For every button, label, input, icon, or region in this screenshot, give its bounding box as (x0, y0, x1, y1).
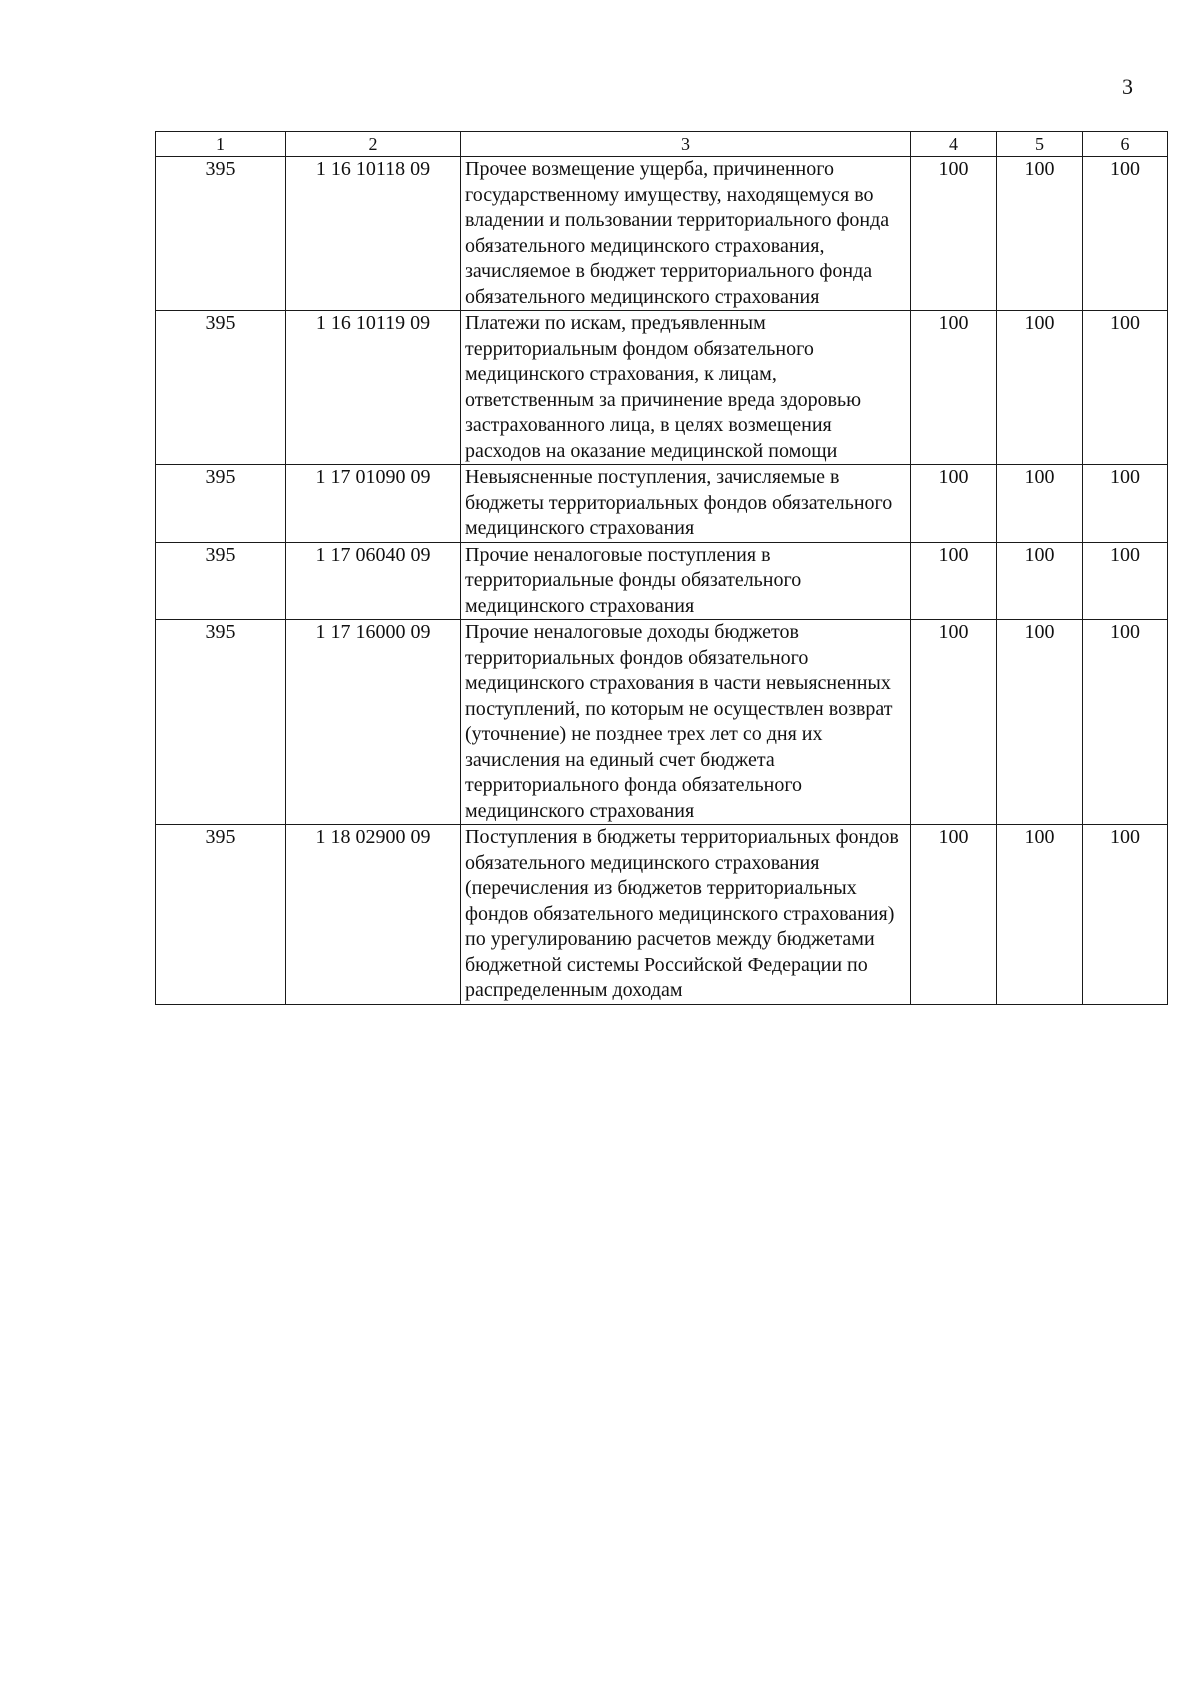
value-cell-4: 100 (911, 157, 997, 311)
value-cell-6: 100 (1083, 465, 1168, 543)
value-cell-6: 100 (1083, 825, 1168, 1005)
admin-code-cell: 395 (156, 542, 286, 620)
income-code-cell: 1 17 16000 09 (286, 620, 461, 825)
income-code-cell: 1 18 02900 09 (286, 825, 461, 1005)
income-code-cell: 1 17 01090 09 (286, 465, 461, 543)
column-header-2: 2 (286, 132, 461, 157)
budget-table (155, 131, 1168, 1005)
table-row (156, 465, 1168, 543)
table-row (156, 542, 1168, 620)
admin-code-cell: 395 (156, 465, 286, 543)
table-row (156, 620, 1168, 825)
income-code-cell: 1 16 10119 09 (286, 311, 461, 465)
column-header-1: 1 (156, 132, 286, 157)
table-header-row (156, 132, 1168, 157)
value-cell-4: 100 (911, 620, 997, 825)
admin-code-cell: 395 (156, 620, 286, 825)
table-row (156, 311, 1168, 465)
admin-code-cell: 395 (156, 825, 286, 1005)
description-cell: Прочие неналоговые поступления в территориальные фонды обязательного медицинского страхования (461, 542, 911, 620)
description-cell: Поступления в бюджеты территориальных фондов обязательного медицинского страхования (перечисления из бюджетов территориальных фондов обязательного медицинского страхования) по урегулированию расчетов между бюджетами бюджетной системы Российской Федерации по распределенным доходам (461, 825, 911, 1005)
value-cell-5: 100 (997, 157, 1083, 311)
income-code-cell: 1 16 10118 09 (286, 157, 461, 311)
value-cell-5: 100 (997, 465, 1083, 543)
value-cell-4: 100 (911, 825, 997, 1005)
column-header-6: 6 (1083, 132, 1168, 157)
page-number: 3 (1122, 74, 1133, 99)
description-cell: Прочее возмещение ущерба, причиненного государственному имуществу, находящемуся во владении и пользовании территориального фонда обязательного медицинского страхования, зачисляемое в бюджет территориального фонда обязательного медицинского страхования (461, 157, 911, 311)
value-cell-6: 100 (1083, 542, 1168, 620)
income-code-cell: 1 17 06040 09 (286, 542, 461, 620)
admin-code-cell: 395 (156, 311, 286, 465)
column-header-3: 3 (461, 132, 911, 157)
description-cell: Невыясненные поступления, зачисляемые в бюджеты территориальных фондов обязательного медицинского страхования (461, 465, 911, 543)
value-cell-5: 100 (997, 620, 1083, 825)
admin-code-cell: 395 (156, 157, 286, 311)
table-row (156, 825, 1168, 1005)
column-header-5: 5 (997, 132, 1083, 157)
column-header-4: 4 (911, 132, 997, 157)
value-cell-6: 100 (1083, 620, 1168, 825)
description-cell: Прочие неналоговые доходы бюджетов территориальных фондов обязательного медицинского страхования в части невыясненных поступлений, по которым не осуществлен возврат (уточнение) не позднее трех лет со дня их зачисления на единый счет бюджета территориального фонда обязательного медицинского страхования (461, 620, 911, 825)
value-cell-5: 100 (997, 825, 1083, 1005)
value-cell-4: 100 (911, 465, 997, 543)
value-cell-5: 100 (997, 311, 1083, 465)
description-cell: Платежи по искам, предъявленным территориальным фондом обязательного медицинского страхования, к лицам, ответственным за причинение вреда здоровью застрахованного лица, в целях возмещения расходов на оказание медицинской помощи (461, 311, 911, 465)
value-cell-4: 100 (911, 311, 997, 465)
value-cell-5: 100 (997, 542, 1083, 620)
value-cell-6: 100 (1083, 311, 1168, 465)
value-cell-4: 100 (911, 542, 997, 620)
table-row (156, 157, 1168, 311)
value-cell-6: 100 (1083, 157, 1168, 311)
